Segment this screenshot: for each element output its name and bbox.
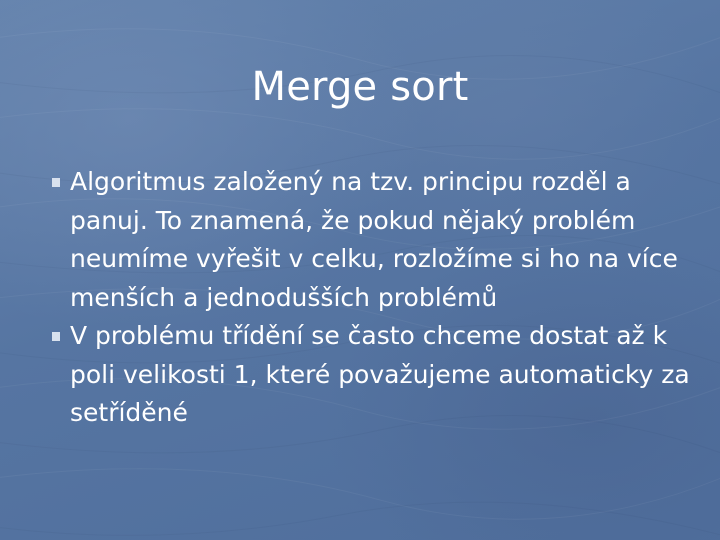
square-bullet-icon: [52, 178, 60, 187]
bullet-text: Algoritmus založený na tzv. principu rozděl a panuj. To znamená, že pokud nějaký problém neumíme vyřešit v celku, rozložíme si ho na více menších a jednodušších problémů: [70, 167, 678, 312]
bullet-text: V problému třídění se často chceme dostat až k poli velikosti 1, které považujeme automaticky za setříděné: [70, 321, 690, 427]
bullet-item: [52, 317, 692, 433]
square-bullet-icon: [52, 332, 60, 341]
slide-title: Merge sort: [251, 64, 469, 110]
bullet-item: [52, 163, 692, 317]
bullet-list: [52, 163, 692, 433]
